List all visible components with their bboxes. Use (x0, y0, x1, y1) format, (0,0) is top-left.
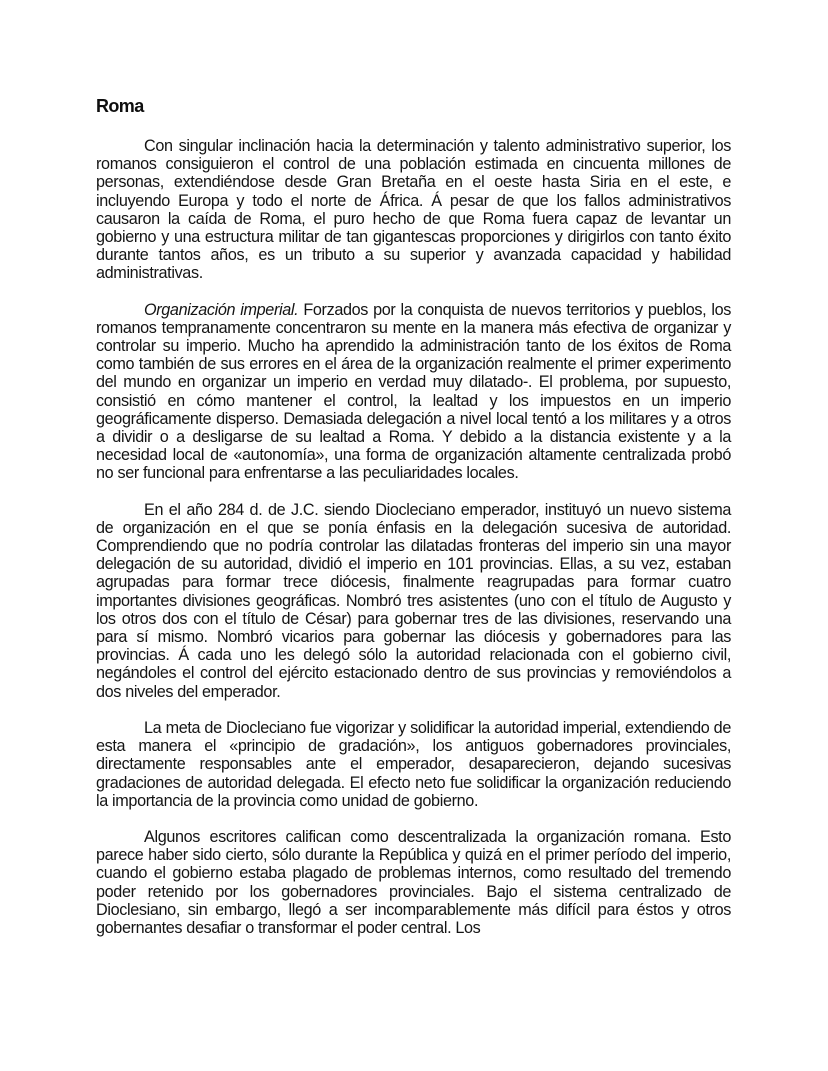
paragraph-text: Forzados por la conquista de nuevos territorios y pueblos, los romanos tempranamente concentraron su mente en la manera más efectiva de organizar y controlar su imperio. Mucho ha aprendido la administración tanto de los éxitos de Roma como también de sus errores en el área de la organización realmente el primer experimento del mundo en organizar un imperio en verdad muy dilatado-. El problema, por supuesto, consistió en cómo mantener el control, la lealtad y los impuestos en un imperio geográficamente disperso. Demasiada delegación a nivel local tentó a los militares y a otros a dividir o a desligarse de su lealtad a Roma. Y debido a la distancia existente y a la necesidad local de «autonomía», una forma de organización altamente centralizada probó no ser funcional para enfrentarse a las peculiaridades locales. (96, 300, 731, 483)
paragraph-meta-diocleciano (96, 719, 731, 810)
paragraph-text: En el año 284 d. de J.C. siendo Diocleciano emperador, instituyó un nuevo sistema de organización en el que se ponía énfasis en la delegación sucesiva de autoridad. Comprendiendo que no podría controlar las dilatadas fronteras del imperio sin una mayor delegación de su autoridad, dividió el imperio en 101 provincias. Ellas, a su vez, estaban agrupadas para formar trece diócesis, finalmente reagrupadas para formar cuatro importantes divisiones geográficas. Nombró tres asistentes (uno con el título de Augusto y los otros dos con el título de César) para gobernar tres de las divisiones, reservando una para sí mismo. Nombró vicarios para gobernar las diócesis y gobernadores para las provincias. Á cada uno les delegó sólo la autoridad relacionada con el gobierno civil, negándoles el control del ejército estacionado dentro de sus provincias y removiéndolos a dos niveles del emperador. (96, 500, 731, 701)
section-heading: Roma (96, 96, 144, 116)
paragraph-text: Algunos escritores califican como descentralizada la organización romana. Esto parece haber sido cierto, sólo durante la República y quizá en el primer período del imperio, cuando el gobierno estaba plagado de problemas internos, como resultado del tremendo poder retenido por los gobernadores provinciales. Bajo el sistema centralizado de Dioclesiano, sin embargo, llegó a ser incomparablemente más difícil para éstos y otros gobernantes desafiar o transformar el poder central. Los (96, 827, 731, 937)
paragraph-lead-italic: Organización imperial. (144, 300, 299, 319)
paragraph-text: Con singular inclinación hacia la determinación y talento administrativo superior, los romanos consiguieron el control de una población estimada en cincuenta millones de personas, extendiéndose desde Gran Bretaña en el oeste hasta Siria en el este, e incluyendo Europa y todo el norte de África. Á pesar de que los fallos administrativos causaron la caída de Roma, el puro hecho de que Roma fuera capaz de levantar un gobierno y una estructura militar de tan gigantescas proporciones y dirigirlos con tanto éxito durante tantos años, es un tributo a su superior y avanzada capacidad y habilidad administrativas. (96, 137, 731, 283)
document-page (96, 94, 731, 937)
paragraph-diocleciano-sistema (96, 501, 731, 701)
paragraph-text: La meta de Diocleciano fue vigorizar y solidificar la autoridad imperial, extendiendo de esta manera el «principio de gradación», los antiguos gobernadores provinciales, directamente responsables ante el emperador, desaparecieron, dejando sucesivas gradaciones de autoridad delegada. El efecto neto fue solidificar la organización reduciendo la importancia de la provincia como unidad de gobierno. (96, 718, 731, 810)
paragraph-descentralizada (96, 828, 731, 937)
paragraph-organizacion-imperial (96, 301, 731, 483)
paragraph-intro (96, 137, 731, 283)
